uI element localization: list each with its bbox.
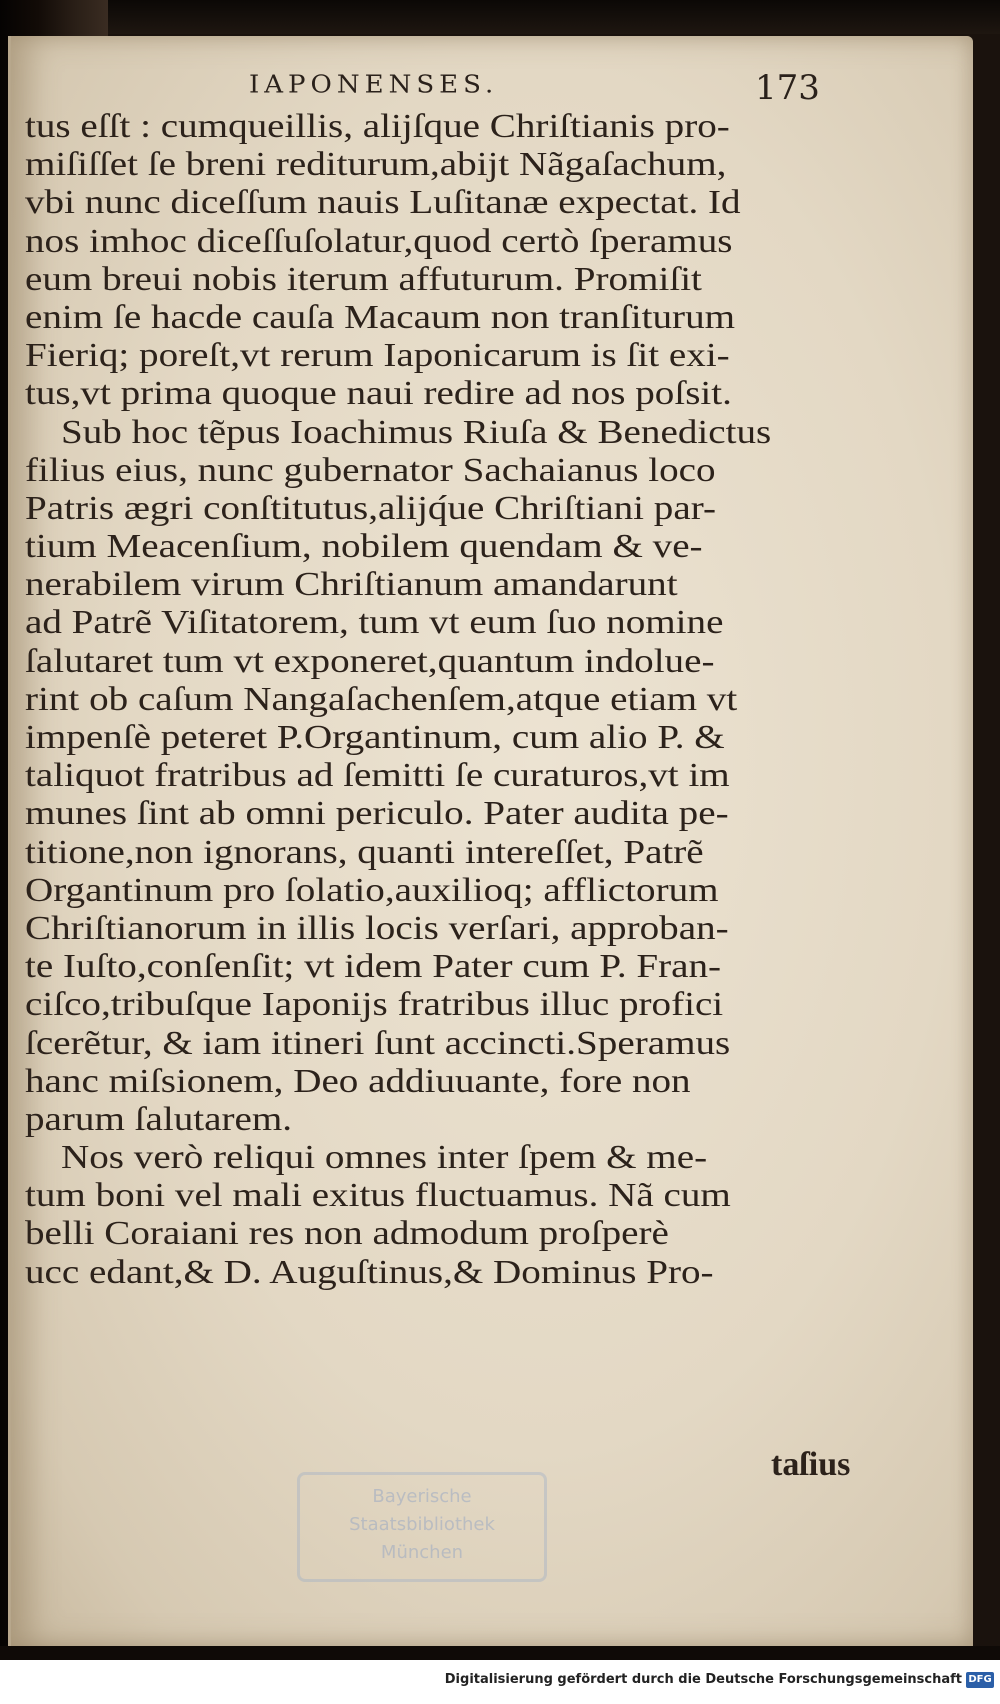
text-line: rint ob caſum Nangaſachenſem,atque etiam vt (25, 680, 738, 718)
text-line: eum breui nobis iterum affuturum. Promiſit (25, 260, 702, 298)
text-line: Sub hoc tẽpus Ioachimus Riuſa & Benedictus (61, 413, 772, 451)
library-stamp (297, 1472, 547, 1582)
text-line: ciſco,tribuſque Iaponijs fratribus illuc profici (25, 986, 724, 1024)
text-line: te Iuſto,conſenſit; vt idem Pater cum P. Fran- (25, 948, 722, 986)
text-line: parum ſalutarem. (25, 1100, 293, 1138)
text-line: Nos verò reliqui omnes inter ſpem & me- (61, 1139, 708, 1177)
text-line: munes ſint ab omni periculo. Pater audita pe- (25, 795, 729, 833)
text-line: taliquot fratribus ad ſemitti ſe curaturos,vt im (25, 757, 730, 795)
text-line: nos imhoc diceſſuſolatur,quod certò ſperamus (25, 222, 733, 260)
text-line: miſiſſet ſe breni rediturum,abijt Nãgaſachum, (25, 146, 727, 184)
text-line: Organtinum pro ſolatio,auxilioq; afflictorum (25, 871, 719, 909)
text-line: Patris ægri conſtitutus,alijq́ue Chriſtiani par- (25, 489, 716, 527)
text-line: ad Patrẽ Viſitatorem, tum vt eum ſuo nomine (25, 604, 724, 642)
text-line: tum boni vel mali exitus fluctuamus. Nã cum (25, 1177, 731, 1215)
scan-bottom-edge (0, 1646, 1000, 1660)
stamp-line: Bayerische (372, 1486, 472, 1507)
text-line: Chriſtianorum in illis locis verſari, approban- (25, 909, 729, 947)
text-line: tium Meacenſium, nobilem quendam & ve- (25, 528, 703, 566)
catchword: taſius (771, 1446, 851, 1483)
dfg-logo: DFG (966, 1672, 994, 1688)
funding-notice: Digitalisierung gefördert durch die Deutsche Forschungsgemeinschaft (444, 1672, 962, 1687)
text-line: tus,vt prima quoque naui redire ad nos poſsit. (25, 375, 732, 413)
stamp-line: Staatsbibliothek (349, 1514, 495, 1535)
text-line: ſcerẽtur, & iam itineri ſunt accincti.Speramus (25, 1024, 731, 1062)
running-head: IAPONENSES. (249, 70, 499, 100)
scan-top-edge (0, 0, 1000, 34)
page-number: 173 (755, 68, 820, 108)
text-line: ucc edant,& D. Auguſtinus,& Dominus Pro- (25, 1253, 714, 1291)
text-line: belli Coraiani res non admodum proſperè (25, 1215, 669, 1253)
text-line: hanc miſsionem, Deo addiuuante, fore non (25, 1062, 691, 1100)
book-page (8, 36, 973, 1646)
text-line: ſalutaret tum vt exponeret,quantum indolue- (25, 642, 715, 680)
body-text (25, 108, 833, 1292)
text-line: nerabilem virum Chriſtianum amandarunt (25, 566, 678, 604)
text-line: filius eius, nunc gubernator Sachaianus loco (25, 451, 716, 489)
stamp-line: München (380, 1542, 464, 1563)
text-line: Fieriq; poreſt,vt rerum Iaponicarum is ſit exi- (25, 337, 730, 375)
text-line: vbi nunc diceſſum nauis Luſitanæ expectat. Id (25, 184, 741, 222)
text-line: enim ſe hacde cauſa Macaum non tranſiturum (25, 298, 736, 336)
text-line: tus eſſt : cumqueillis, alijſque Chriſtianis pro- (25, 108, 730, 145)
footer-bar (0, 1660, 1000, 1704)
text-line: titione,non ignorans, quanti intereſſet, Patrẽ (25, 833, 704, 871)
text-line: impenſè peteret P.Organtinum, cum alio P. & (25, 719, 725, 756)
